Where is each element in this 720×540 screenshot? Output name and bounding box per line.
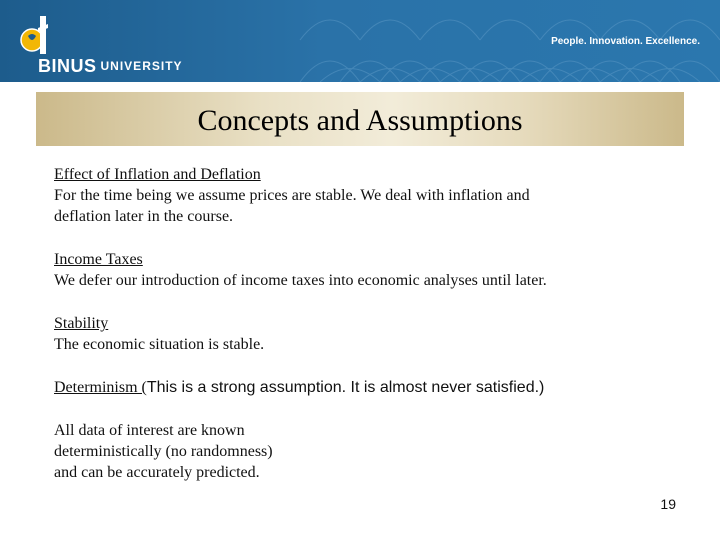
section-heading: Income Taxes [54, 251, 143, 268]
slide-content [54, 164, 674, 505]
section-line: For the time being we assume prices are stable. We deal with inflation and [54, 187, 530, 204]
section-line: The economic situation is stable. [54, 336, 265, 353]
section-inflation [54, 164, 674, 227]
section-line: deflation later in the course. [54, 208, 234, 225]
slide-title: Concepts and Assumptions [197, 104, 523, 137]
header-bar [0, 0, 720, 82]
title-band [36, 92, 684, 146]
logo-subtext: UNIVERSITY [100, 59, 183, 73]
binus-logo [14, 12, 214, 74]
section-heading: Determinism ( [54, 379, 147, 396]
section-determinism-detail [54, 420, 674, 483]
page-number: 19 [660, 496, 676, 512]
section-line: All data of interest are known [54, 422, 245, 439]
section-line: deterministically (no randomness) [54, 443, 273, 460]
section-heading: Effect of Inflation and Deflation [54, 166, 261, 183]
section-stability [54, 313, 674, 355]
section-income-taxes [54, 249, 674, 291]
section-line: and can be accurately predicted. [54, 464, 260, 481]
section-heading: Stability [54, 315, 109, 332]
section-line: We defer our introduction of income taxes into economic analyses until later. [54, 272, 547, 289]
section-determinism [54, 377, 674, 398]
tagline: People. Innovation. Excellence. [551, 36, 700, 47]
logo-text: BINUS [38, 56, 97, 76]
logo-wordmark [38, 56, 183, 77]
section-heading-note: This is a strong assumption. It is almost never satisfied.) [146, 379, 545, 396]
